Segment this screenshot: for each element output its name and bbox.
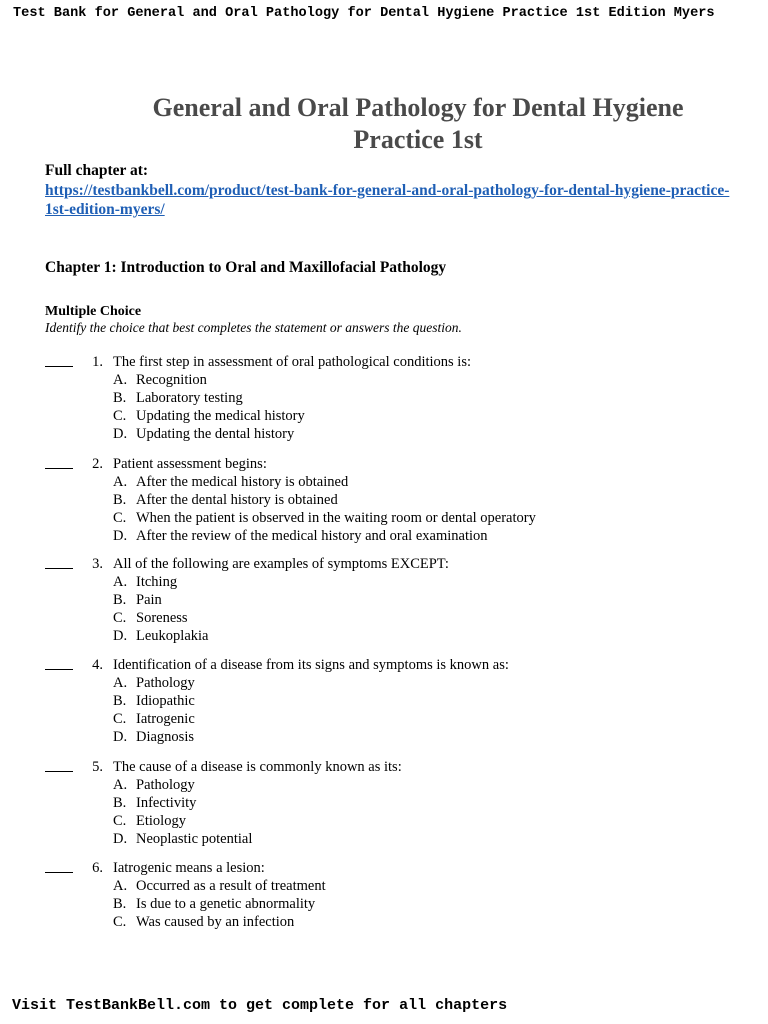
answer-option xyxy=(0,371,768,389)
answer-option xyxy=(0,710,768,728)
answer-option xyxy=(0,473,768,491)
option-text: Infectivity xyxy=(136,795,197,811)
option-letter: C. xyxy=(113,914,127,930)
option-text: Occurred as a result of treatment xyxy=(136,878,326,894)
answer-option xyxy=(0,728,768,746)
answer-option xyxy=(0,776,768,794)
answer-blank xyxy=(45,860,73,873)
question-number: 4. xyxy=(92,657,103,673)
question-number: 3. xyxy=(92,556,103,572)
option-letter: D. xyxy=(113,426,128,442)
option-letter: C. xyxy=(113,408,127,424)
answer-blank xyxy=(45,759,73,772)
option-text: Pathology xyxy=(136,777,195,793)
option-letter: B. xyxy=(113,693,127,709)
option-letter: A. xyxy=(113,675,128,691)
footer-banner: Visit TestBankBell.com to get complete for all chapters xyxy=(12,997,508,1014)
option-letter: A. xyxy=(113,474,128,490)
option-text: Etiology xyxy=(136,813,186,829)
option-letter: C. xyxy=(113,610,127,626)
option-letter: B. xyxy=(113,795,127,811)
answer-option xyxy=(0,509,768,527)
option-text: Pathology xyxy=(136,675,195,691)
option-letter: A. xyxy=(113,878,128,894)
option-text: Itching xyxy=(136,574,178,590)
answer-option xyxy=(0,812,768,830)
option-letter: B. xyxy=(113,896,127,912)
chapter-heading: Chapter 1: Introduction to Oral and Maxillofacial Pathology xyxy=(45,259,447,276)
answer-option xyxy=(0,913,768,931)
question-item xyxy=(0,353,768,443)
answer-option xyxy=(0,794,768,812)
option-text: Was caused by an infection xyxy=(136,914,295,930)
answer-option xyxy=(0,895,768,913)
option-letter: A. xyxy=(113,372,128,388)
option-text: Is due to a genetic abnormality xyxy=(136,896,316,912)
option-text: Updating the dental history xyxy=(136,426,295,442)
answer-option xyxy=(0,692,768,710)
answer-option xyxy=(0,573,768,591)
question-number: 2. xyxy=(92,456,103,472)
option-letter: C. xyxy=(113,711,127,727)
answer-blank xyxy=(45,354,73,367)
option-text: Neoplastic potential xyxy=(136,831,253,847)
question-item xyxy=(0,656,768,746)
answer-option xyxy=(0,609,768,627)
answer-option xyxy=(0,627,768,645)
question-number: 6. xyxy=(92,860,103,876)
option-text: Pain xyxy=(136,592,162,608)
option-letter: D. xyxy=(113,628,128,644)
option-text: Diagnosis xyxy=(136,729,194,745)
option-text: Soreness xyxy=(136,610,188,626)
option-letter: B. xyxy=(113,592,127,608)
answer-option xyxy=(0,407,768,425)
question-text: The cause of a disease is commonly known as its: xyxy=(113,759,402,775)
answer-option xyxy=(0,877,768,895)
option-letter: A. xyxy=(113,777,128,793)
option-letter: B. xyxy=(113,492,127,508)
question-text: Iatrogenic means a lesion: xyxy=(113,860,265,876)
section-title: Multiple Choice xyxy=(45,304,142,319)
option-letter: D. xyxy=(113,528,128,544)
full-chapter-link[interactable]: https://testbankbell.com/product/test-bank-for-general-and-oral-pathology-for-dental-hygiene-practice-1st-edition-myers/ xyxy=(45,182,730,218)
option-text: Recognition xyxy=(136,372,207,388)
full-chapter-label: Full chapter at: xyxy=(45,162,149,179)
option-text: Updating the medical history xyxy=(136,408,305,424)
question-number: 5. xyxy=(92,759,103,775)
question-text: Identification of a disease from its signs and symptoms is known as: xyxy=(113,657,509,673)
option-letter: B. xyxy=(113,390,127,406)
question-text: The first step in assessment of oral pathological conditions is: xyxy=(113,354,472,370)
answer-blank xyxy=(45,456,73,469)
option-text: When the patient is observed in the waiting room or dental operatory xyxy=(136,510,536,526)
answer-blank xyxy=(45,556,73,569)
option-text: Laboratory testing xyxy=(136,390,243,406)
answer-option xyxy=(0,674,768,692)
question-number: 1. xyxy=(92,354,103,370)
question-text: All of the following are examples of symptoms EXCEPT: xyxy=(113,556,449,572)
option-text: After the medical history is obtained xyxy=(136,474,349,490)
answer-option xyxy=(0,389,768,407)
answer-option xyxy=(0,527,768,545)
document-title: General and Oral Pathology for Dental Hygiene Practice 1st xyxy=(152,93,684,154)
option-letter: C. xyxy=(113,510,127,526)
question-item xyxy=(0,455,768,545)
question-item xyxy=(0,758,768,848)
top-banner: Test Bank for General and Oral Pathology for Dental Hygiene Practice 1st Edition Myers xyxy=(13,6,715,21)
option-text: Idiopathic xyxy=(136,693,195,709)
question-text: Patient assessment begins: xyxy=(113,456,267,472)
option-letter: A. xyxy=(113,574,128,590)
answer-option xyxy=(0,425,768,443)
question-item xyxy=(0,555,768,645)
answer-option xyxy=(0,591,768,609)
option-letter: D. xyxy=(113,729,128,745)
answer-option xyxy=(0,830,768,848)
option-letter: C. xyxy=(113,813,127,829)
answer-option xyxy=(0,491,768,509)
answer-blank xyxy=(45,657,73,670)
option-letter: D. xyxy=(113,831,128,847)
section-instructions: Identify the choice that best completes the statement or answers the question. xyxy=(45,320,462,335)
option-text: Leukoplakia xyxy=(136,628,209,644)
option-text: After the dental history is obtained xyxy=(136,492,338,508)
option-text: Iatrogenic xyxy=(136,711,195,727)
question-item xyxy=(0,859,768,931)
option-text: After the review of the medical history and oral examination xyxy=(136,528,488,544)
